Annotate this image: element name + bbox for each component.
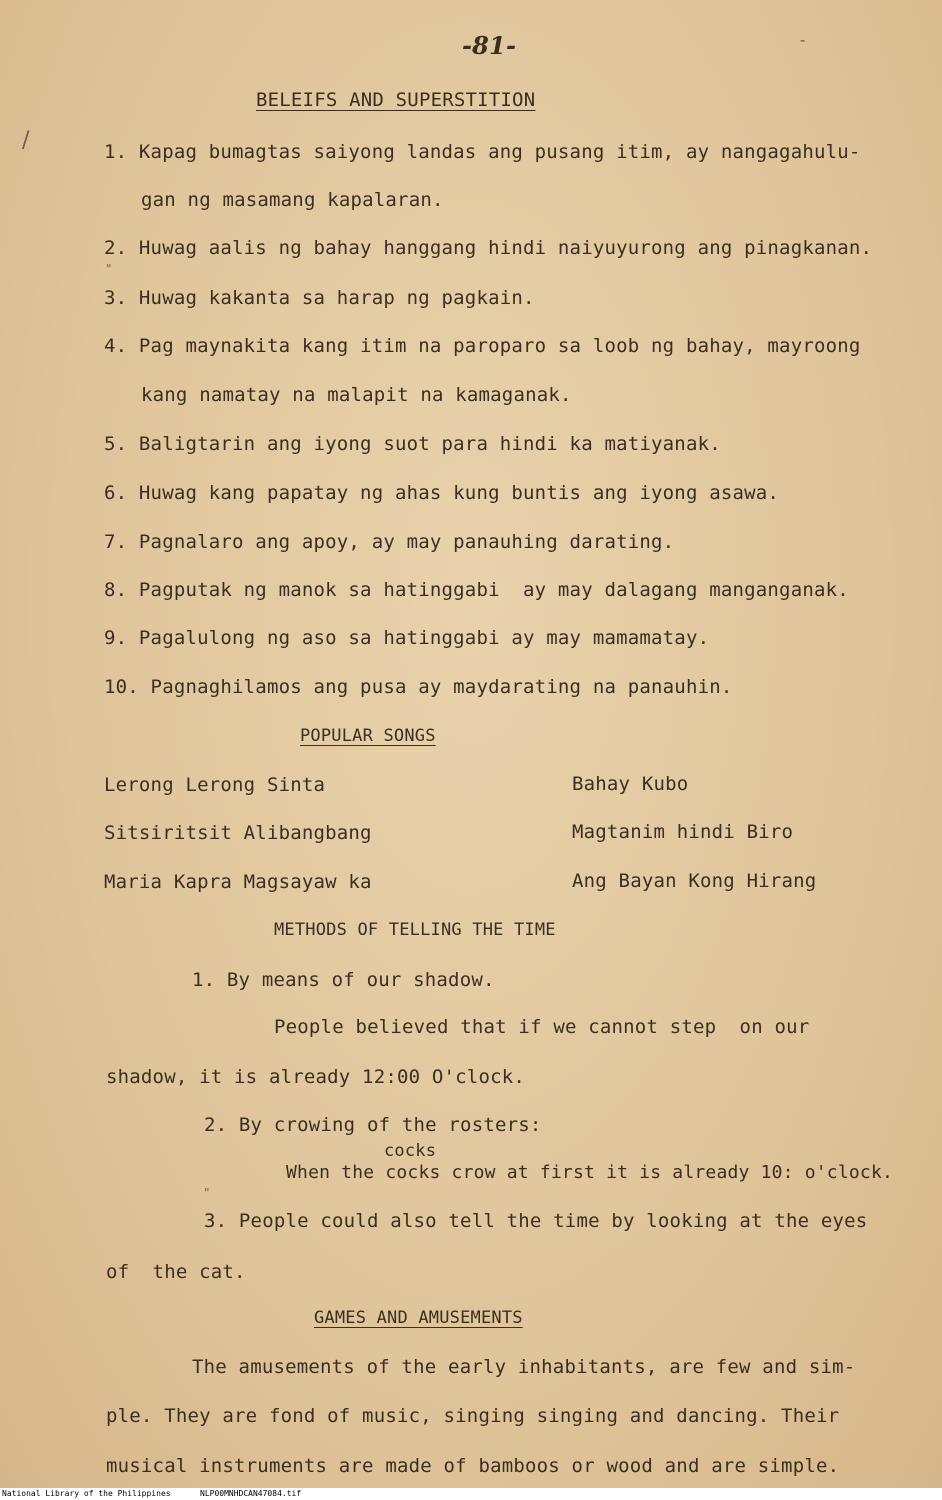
belief-line: 3. Huwag kakanta sa harap ng pagkain. [104,287,535,309]
belief-line: 2. Huwag aalis ng bahay hanggang hindi naiyuyurong ang pinagkanan. [104,237,873,259]
time-insertion: cocks [384,1141,437,1161]
time-line: of the cat. [106,1261,246,1283]
time-line: 2. By crowing of the rosters: [204,1114,542,1136]
song-title: Lerong Lerong Sinta [104,774,326,796]
footer-filename: NLP00MNHDCAN47084.tif [200,1489,302,1498]
time-line: People believed that if we cannot step on our [274,1016,810,1038]
games-line: The amusements of the early inhabitants, are few and sim- [192,1356,856,1378]
stray-tick-mark: - [800,30,806,49]
ditto-mark: " [204,1186,210,1200]
time-line: 3. People could also tell the time by looking at the eyes [204,1210,868,1232]
games-line: musical instruments are made of bamboos or wood and are simple. [106,1455,840,1477]
footer-library: National Library of the Philippines [2,1489,171,1498]
ditto-mark: " [106,262,112,276]
belief-line: 5. Baligtarin ang iyong suot para hindi ka matiyanak. [104,433,721,455]
page-number: -81- [462,31,517,60]
games-line: ple. They are fond of music, singing singing and dancing. Their [106,1405,840,1427]
beliefs-heading: BELEIFS AND SUPERSTITION [256,89,536,111]
song-title: Magtanim hindi Biro [572,821,794,843]
belief-line: 8. Pagputak ng manok sa hatinggabi ay may dalagang manganganak. [104,579,849,601]
time-line: 1. By means of our shadow. [192,969,495,991]
song-title: Sitsiritsit Alibangbang [104,822,372,844]
songs-heading: POPULAR SONGS [300,726,436,746]
margin-slash-mark: / [22,128,30,153]
games-heading: GAMES AND AMUSEMENTS [314,1308,523,1328]
song-title: Bahay Kubo [572,773,689,795]
belief-line: 10. Pagnaghilamos ang pusa ay maydarating na panauhin. [104,676,733,698]
belief-line: 9. Pagalulong ng aso sa hatinggabi ay may mamamatay. [104,627,710,649]
belief-line: 4. Pag maynakita kang itim na paroparo sa loob ng bahay, mayroong [104,335,861,357]
belief-line: gan ng masamang kapalaran. [141,189,444,211]
song-title: Ang Bayan Kong Hirang [572,870,817,892]
song-title: Maria Kapra Magsayaw ka [104,871,372,893]
belief-line: 1. Kapag bumagtas saiyong landas ang pusang itim, ay nangagahulu- [104,141,861,163]
belief-line: 7. Pagnalaro ang apoy, ay may panauhing darating. [104,531,675,553]
time-line: shadow, it is already 12:00 O'clock. [106,1066,526,1088]
belief-line: kang namatay na malapit na kamaganak. [141,384,572,406]
scan-footer [0,1488,942,1500]
belief-line: 6. Huwag kang papatay ng ahas kung buntis ang iyong asawa. [104,482,780,504]
time-line: When the cocks crow at first it is already 10: o'clock. [286,1162,894,1183]
time-heading: METHODS OF TELLING THE TIME [274,920,556,940]
